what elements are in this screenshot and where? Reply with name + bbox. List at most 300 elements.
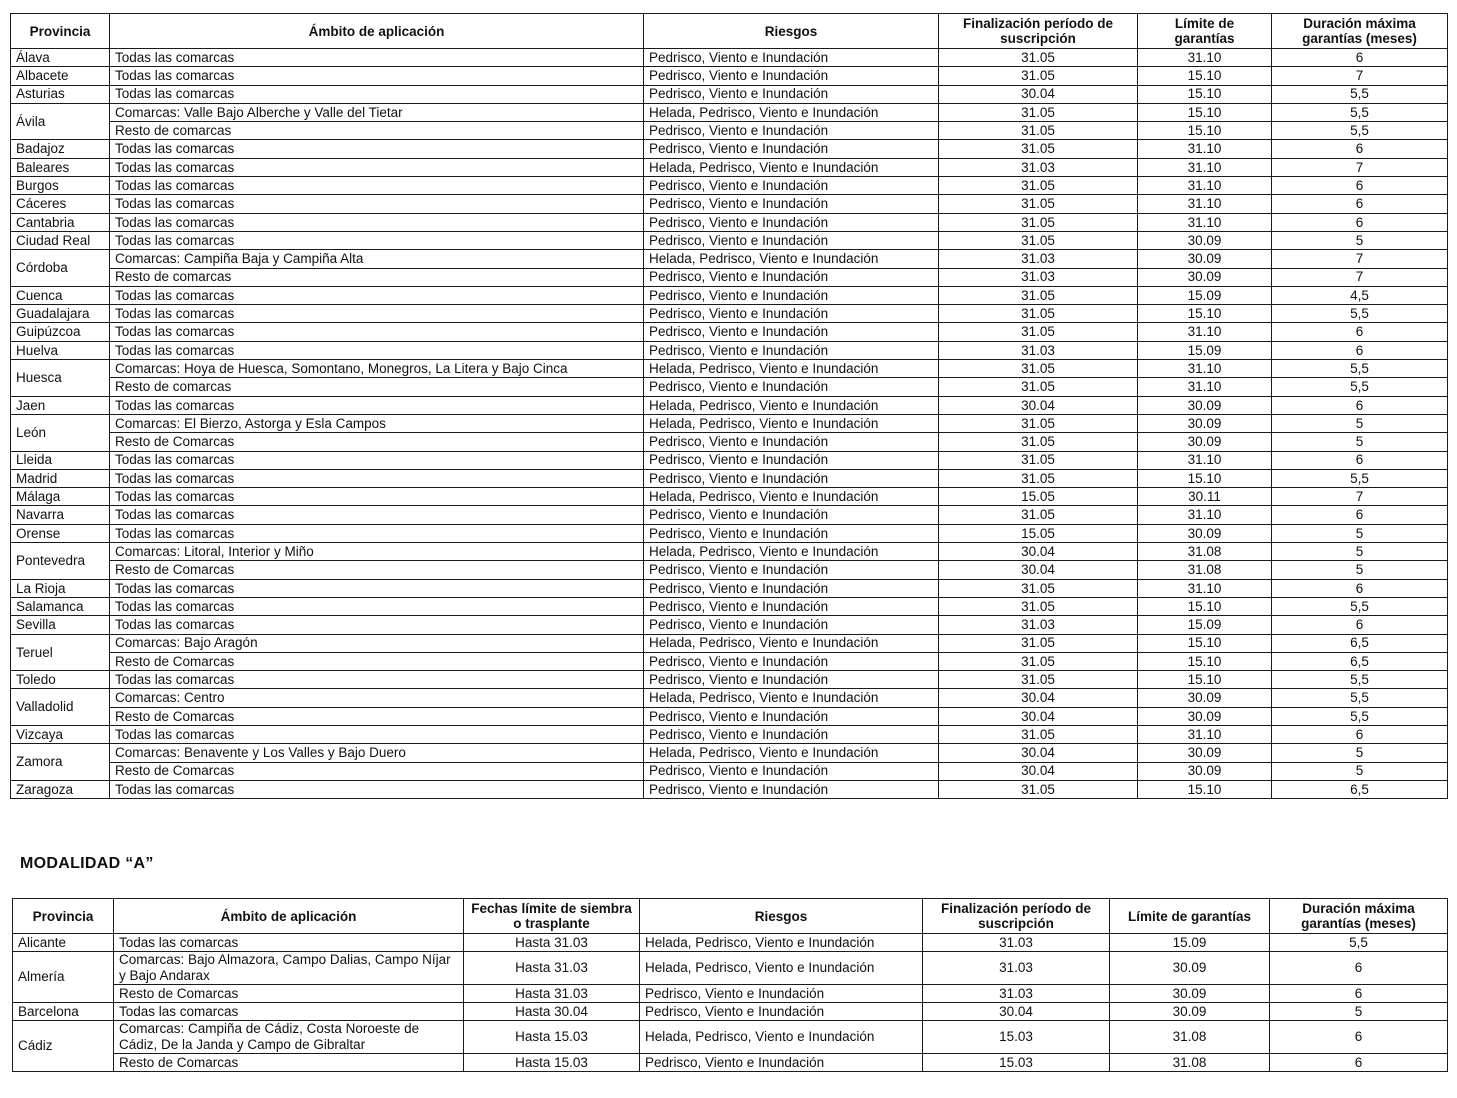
cell-provincia: Sevilla: [11, 616, 110, 634]
table-cell: 31.10: [1138, 506, 1272, 524]
table-row: [11, 414, 1448, 432]
header-ambito: Ámbito de aplicación: [114, 899, 464, 934]
table-cell: 31.05: [939, 103, 1138, 121]
table-cell: Resto de Comarcas: [110, 561, 644, 579]
table-cell: Pedrisco, Viento e Inundación: [644, 323, 939, 341]
header-limite: Límite de garantías: [1110, 899, 1270, 934]
table-row: [11, 634, 1448, 652]
table-cell: 15.10: [1138, 671, 1272, 689]
header-finalizacion: Finalización período de suscripción: [923, 899, 1110, 934]
table-cell: Pedrisco, Viento e Inundación: [644, 286, 939, 304]
table-cell: 15.10: [1138, 67, 1272, 85]
table-row: [13, 1003, 1448, 1021]
table-row: [11, 213, 1448, 231]
table-row: [11, 762, 1448, 780]
table-cell: 31.10: [1138, 323, 1272, 341]
table-cell: 31.03: [939, 616, 1138, 634]
table-cell: 7: [1272, 158, 1448, 176]
table-row: [11, 671, 1448, 689]
cell-provincia: Orense: [11, 524, 110, 542]
table-cell: Helada, Pedrisco, Viento e Inundación: [644, 250, 939, 268]
table-cell: 31.10: [1138, 195, 1272, 213]
table-cell: Hasta 31.03: [464, 985, 640, 1003]
table-cell: 6,5: [1272, 780, 1448, 798]
table-cell: Todas las comarcas: [110, 195, 644, 213]
table-cell: 15.10: [1138, 122, 1272, 140]
table-cell: 31.05: [939, 597, 1138, 615]
table-cell: 15.10: [1138, 597, 1272, 615]
table-cell: Pedrisco, Viento e Inundación: [644, 652, 939, 670]
table-row: [11, 725, 1448, 743]
table-cell: Resto de Comarcas: [110, 652, 644, 670]
table-cell: 30.04: [939, 85, 1138, 103]
table-cell: 5: [1272, 414, 1448, 432]
table-row: [11, 158, 1448, 176]
table-cell: 15.10: [1138, 652, 1272, 670]
table-cell: 15.09: [1110, 934, 1270, 952]
table-row: [11, 616, 1448, 634]
cell-provincia: Cáceres: [11, 195, 110, 213]
table-cell: Todas las comarcas: [110, 579, 644, 597]
cell-provincia: Lleida: [11, 451, 110, 469]
table-cell: Pedrisco, Viento e Inundación: [644, 597, 939, 615]
table-cell: Resto de comarcas: [110, 378, 644, 396]
table-cell: 30.09: [1110, 1003, 1270, 1021]
table-cell: 30.04: [939, 396, 1138, 414]
table-cell: 31.10: [1138, 158, 1272, 176]
table-cell: 6: [1272, 323, 1448, 341]
table-cell: 31.05: [939, 305, 1138, 323]
table-cell: 31.05: [939, 378, 1138, 396]
table-cell: Todas las comarcas: [110, 725, 644, 743]
section-heading: MODALIDAD “A”: [20, 855, 154, 872]
table-cell: 5: [1272, 744, 1448, 762]
table-row: [11, 597, 1448, 615]
table-cell: 30.09: [1138, 689, 1272, 707]
table-row: [11, 561, 1448, 579]
table-cell: 31.08: [1110, 1054, 1270, 1072]
coverage-table-main: [10, 13, 1448, 799]
cell-provincia: Ávila: [11, 103, 110, 140]
table-cell: 5,5: [1270, 934, 1448, 952]
table-cell: Pedrisco, Viento e Inundación: [644, 378, 939, 396]
table-cell: Hasta 15.03: [464, 1054, 640, 1072]
table-cell: 5,5: [1272, 378, 1448, 396]
table-cell: 6: [1272, 725, 1448, 743]
table-cell: 5: [1272, 433, 1448, 451]
table-cell: Todas las comarcas: [110, 488, 644, 506]
cell-provincia: Vizcaya: [11, 725, 110, 743]
table-row: [13, 1054, 1448, 1072]
table-cell: Pedrisco, Viento e Inundación: [644, 195, 939, 213]
table-cell: 15.10: [1138, 634, 1272, 652]
table-cell: Todas las comarcas: [110, 231, 644, 249]
table-cell: 6,5: [1272, 634, 1448, 652]
table-cell: Helada, Pedrisco, Viento e Inundación: [644, 103, 939, 121]
cell-provincia: Badajoz: [11, 140, 110, 158]
table-row: [11, 250, 1448, 268]
table-cell: 31.03: [939, 341, 1138, 359]
table-cell: Resto de Comarcas: [114, 1054, 464, 1072]
table-cell: 6: [1272, 341, 1448, 359]
table-row: [11, 652, 1448, 670]
table-cell: Todas las comarcas: [110, 158, 644, 176]
table-row: [13, 934, 1448, 952]
cell-provincia: Baleares: [11, 158, 110, 176]
cell-provincia: Albacete: [11, 67, 110, 85]
cell-provincia: Málaga: [11, 488, 110, 506]
table-cell: 31.10: [1138, 360, 1272, 378]
table-cell: Helada, Pedrisco, Viento e Inundación: [640, 1021, 923, 1054]
table-cell: 30.09: [1138, 231, 1272, 249]
table-cell: Comarcas: Centro: [110, 689, 644, 707]
table-cell: 6: [1270, 952, 1448, 985]
table-cell: 31.05: [939, 506, 1138, 524]
table-cell: 15.09: [1138, 341, 1272, 359]
table-cell: 31.05: [939, 414, 1138, 432]
table-row: [11, 103, 1448, 121]
table-cell: 5: [1270, 1003, 1448, 1021]
cell-provincia: Zaragoza: [11, 780, 110, 798]
table-cell: 31.03: [939, 158, 1138, 176]
table-cell: 6: [1270, 1054, 1448, 1072]
table-cell: 30.11: [1138, 488, 1272, 506]
table-cell: Resto de comarcas: [110, 268, 644, 286]
table-cell: 6: [1270, 985, 1448, 1003]
table-cell: Todas las comarcas: [110, 49, 644, 67]
table-cell: 31.05: [939, 67, 1138, 85]
table-cell: 31.05: [939, 451, 1138, 469]
table-cell: Comarcas: Valle Bajo Alberche y Valle del Tietar: [110, 103, 644, 121]
cell-provincia: Zamora: [11, 744, 110, 781]
table-cell: 31.05: [939, 469, 1138, 487]
cell-provincia: Guipúzcoa: [11, 323, 110, 341]
table-cell: Helada, Pedrisco, Viento e Inundación: [644, 158, 939, 176]
table-cell: 15.09: [1138, 616, 1272, 634]
table-cell: 15.03: [923, 1021, 1110, 1054]
table-cell: 31.05: [939, 231, 1138, 249]
header-limite: Límite de garantías: [1138, 14, 1272, 49]
table-row: [11, 195, 1448, 213]
table-cell: Comarcas: Bajo Aragón: [110, 634, 644, 652]
table-row: [11, 140, 1448, 158]
table-row: [11, 268, 1448, 286]
table-cell: 31.05: [939, 49, 1138, 67]
table-cell: Pedrisco, Viento e Inundación: [644, 524, 939, 542]
header-finalizacion: Finalización período de suscripción: [939, 14, 1138, 49]
cell-provincia: Jaen: [11, 396, 110, 414]
table-cell: Pedrisco, Viento e Inundación: [644, 49, 939, 67]
table-cell: Todas las comarcas: [110, 341, 644, 359]
table-cell: Resto de Comarcas: [110, 707, 644, 725]
table-row: [11, 286, 1448, 304]
table-cell: 31.05: [939, 195, 1138, 213]
table-cell: Pedrisco, Viento e Inundación: [644, 780, 939, 798]
header-riesgos: Riesgos: [644, 14, 939, 49]
table-cell: 5: [1272, 543, 1448, 561]
table-cell: 30.09: [1138, 433, 1272, 451]
table-cell: Todas las comarcas: [110, 469, 644, 487]
table-cell: Pedrisco, Viento e Inundación: [644, 762, 939, 780]
table-cell: Pedrisco, Viento e Inundación: [644, 451, 939, 469]
coverage-table-modalidad-a: [12, 898, 1448, 1072]
table-cell: Helada, Pedrisco, Viento e Inundación: [640, 952, 923, 985]
cell-provincia: Asturias: [11, 85, 110, 103]
cell-provincia: Pontevedra: [11, 543, 110, 580]
table-cell: Pedrisco, Viento e Inundación: [644, 213, 939, 231]
table-cell: 31.08: [1110, 1021, 1270, 1054]
table-cell: 6: [1272, 177, 1448, 195]
table-cell: 30.09: [1138, 524, 1272, 542]
table-cell: Comarcas: Benavente y Los Valles y Bajo Duero: [110, 744, 644, 762]
table-cell: 31.05: [939, 177, 1138, 195]
cell-provincia: Madrid: [11, 469, 110, 487]
table-cell: 30.09: [1138, 414, 1272, 432]
table-cell: 30.04: [939, 762, 1138, 780]
table-cell: 30.04: [923, 1003, 1110, 1021]
table-cell: 31.05: [939, 725, 1138, 743]
table-cell: Pedrisco, Viento e Inundación: [644, 140, 939, 158]
header-fechas-limite: Fechas límite de siembra o trasplante: [464, 899, 640, 934]
table-cell: Comarcas: Bajo Almazora, Campo Dalias, Campo Níjar y Bajo Andarax: [114, 952, 464, 985]
cell-provincia: Valladolid: [11, 689, 110, 726]
table-cell: 5,5: [1272, 597, 1448, 615]
table-cell: Pedrisco, Viento e Inundación: [644, 725, 939, 743]
table-cell: 31.08: [1138, 561, 1272, 579]
table-row: [13, 1021, 1448, 1054]
table-row: [11, 780, 1448, 798]
table-cell: Pedrisco, Viento e Inundación: [644, 231, 939, 249]
table-header-row: [11, 14, 1448, 49]
table-row: [13, 985, 1448, 1003]
table-body: [13, 934, 1448, 1072]
table-row: [11, 49, 1448, 67]
cell-provincia: Teruel: [11, 634, 110, 671]
table-cell: 30.09: [1138, 762, 1272, 780]
table-cell: Helada, Pedrisco, Viento e Inundación: [644, 634, 939, 652]
table-cell: 30.09: [1138, 250, 1272, 268]
table-row: [11, 579, 1448, 597]
table-row: [11, 396, 1448, 414]
table-cell: 31.10: [1138, 378, 1272, 396]
table-cell: Todas las comarcas: [110, 140, 644, 158]
table-cell: Pedrisco, Viento e Inundación: [644, 433, 939, 451]
table-row: [11, 744, 1448, 762]
table-cell: 5,5: [1272, 305, 1448, 323]
table-row: [11, 323, 1448, 341]
table-cell: 30.09: [1138, 396, 1272, 414]
table-cell: 15.10: [1138, 780, 1272, 798]
table-cell: 31.05: [939, 780, 1138, 798]
table-row: [11, 177, 1448, 195]
header-duracion: Duración máxima garantías (meses): [1270, 899, 1448, 934]
table-cell: 31.05: [939, 579, 1138, 597]
table-cell: Comarcas: Campiña Baja y Campiña Alta: [110, 250, 644, 268]
cell-provincia: Alicante: [13, 934, 114, 952]
table-cell: Pedrisco, Viento e Inundación: [644, 268, 939, 286]
table-cell: 31.05: [939, 671, 1138, 689]
table-cell: Pedrisco, Viento e Inundación: [644, 177, 939, 195]
table-cell: 5,5: [1272, 360, 1448, 378]
table-cell: 31.05: [939, 140, 1138, 158]
table-row: [11, 231, 1448, 249]
table-cell: 5: [1272, 231, 1448, 249]
table-cell: 5,5: [1272, 122, 1448, 140]
table-cell: 31.05: [939, 122, 1138, 140]
table-cell: Hasta 31.03: [464, 934, 640, 952]
table-row: [11, 506, 1448, 524]
table-cell: 4,5: [1272, 286, 1448, 304]
cell-provincia: Ciudad Real: [11, 231, 110, 249]
table-cell: Helada, Pedrisco, Viento e Inundación: [644, 488, 939, 506]
table-cell: 15.10: [1138, 469, 1272, 487]
table-cell: Hasta 15.03: [464, 1021, 640, 1054]
table-cell: Helada, Pedrisco, Viento e Inundación: [644, 360, 939, 378]
cell-provincia: Cantabria: [11, 213, 110, 231]
table-cell: Pedrisco, Viento e Inundación: [644, 122, 939, 140]
table-cell: 31.10: [1138, 213, 1272, 231]
table-cell: 31.05: [939, 360, 1138, 378]
table-cell: 31.05: [939, 323, 1138, 341]
table-row: [11, 689, 1448, 707]
table-cell: 15.09: [1138, 286, 1272, 304]
table-cell: Resto de Comarcas: [114, 985, 464, 1003]
table-body: [11, 49, 1448, 799]
table-cell: Resto de Comarcas: [110, 762, 644, 780]
table-row: [11, 378, 1448, 396]
table-cell: Helada, Pedrisco, Viento e Inundación: [644, 396, 939, 414]
table-cell: Todas las comarcas: [110, 451, 644, 469]
header-provincia: Provincia: [11, 14, 110, 49]
header-riesgos: Riesgos: [640, 899, 923, 934]
table-cell: 31.03: [923, 985, 1110, 1003]
table-cell: Pedrisco, Viento e Inundación: [644, 561, 939, 579]
table-row: [11, 433, 1448, 451]
table-cell: 15.05: [939, 488, 1138, 506]
cell-provincia: León: [11, 414, 110, 451]
table-cell: 5,5: [1272, 707, 1448, 725]
table-cell: Helada, Pedrisco, Viento e Inundación: [640, 934, 923, 952]
cell-provincia: Salamanca: [11, 597, 110, 615]
table-cell: 31.03: [939, 268, 1138, 286]
table-cell: Todas las comarcas: [110, 597, 644, 615]
cell-provincia: La Rioja: [11, 579, 110, 597]
table-cell: 31.05: [939, 652, 1138, 670]
table-cell: Pedrisco, Viento e Inundación: [644, 579, 939, 597]
table-cell: Todas las comarcas: [110, 286, 644, 304]
table-cell: 31.08: [1138, 543, 1272, 561]
cell-provincia: Huesca: [11, 360, 110, 397]
cell-provincia: Toledo: [11, 671, 110, 689]
table-cell: 7: [1272, 250, 1448, 268]
header-provincia: Provincia: [13, 899, 114, 934]
table-cell: 6: [1272, 49, 1448, 67]
table-cell: 7: [1272, 67, 1448, 85]
table-header-row: [13, 899, 1448, 934]
table-cell: Pedrisco, Viento e Inundación: [644, 305, 939, 323]
table-cell: 15.05: [939, 524, 1138, 542]
cell-provincia: Cádiz: [13, 1021, 114, 1072]
table-cell: 6: [1272, 140, 1448, 158]
table-cell: 6,5: [1272, 652, 1448, 670]
table-cell: 30.04: [939, 707, 1138, 725]
table-cell: Todas las comarcas: [110, 780, 644, 798]
table-cell: Comarcas: Hoya de Huesca, Somontano, Monegros, La Litera y Bajo Cinca: [110, 360, 644, 378]
table-cell: Comarcas: El Bierzo, Astorga y Esla Campos: [110, 414, 644, 432]
table-cell: Resto de comarcas: [110, 122, 644, 140]
cell-provincia: Córdoba: [11, 250, 110, 287]
table-cell: 31.05: [939, 286, 1138, 304]
table-cell: 6: [1272, 616, 1448, 634]
table-cell: Pedrisco, Viento e Inundación: [644, 341, 939, 359]
table-cell: 6: [1272, 579, 1448, 597]
table-cell: 5,5: [1272, 671, 1448, 689]
table-row: [13, 952, 1448, 985]
table-cell: Hasta 31.03: [464, 952, 640, 985]
table-cell: 5,5: [1272, 85, 1448, 103]
header-duracion: Duración máxima garantías (meses): [1272, 14, 1448, 49]
table-cell: 31.10: [1138, 451, 1272, 469]
table-cell: 30.09: [1110, 952, 1270, 985]
table-cell: 31.10: [1138, 725, 1272, 743]
cell-provincia: Cuenca: [11, 286, 110, 304]
table-cell: Todas las comarcas: [110, 85, 644, 103]
table-cell: 30.04: [939, 744, 1138, 762]
table-cell: 7: [1272, 268, 1448, 286]
table-cell: 31.10: [1138, 49, 1272, 67]
table-cell: Todas las comarcas: [110, 616, 644, 634]
table-cell: 7: [1272, 488, 1448, 506]
table-row: [11, 469, 1448, 487]
cell-provincia: Burgos: [11, 177, 110, 195]
table-cell: Comarcas: Litoral, Interior y Miño: [110, 543, 644, 561]
table-cell: Comarcas: Campiña de Cádiz, Costa Noroeste de Cádiz, De la Janda y Campo de Gibraltar: [114, 1021, 464, 1054]
table-row: [11, 524, 1448, 542]
table-cell: Pedrisco, Viento e Inundación: [644, 707, 939, 725]
table-cell: 31.05: [939, 433, 1138, 451]
table-row: [11, 488, 1448, 506]
cell-provincia: Álava: [11, 49, 110, 67]
table-cell: 5,5: [1272, 689, 1448, 707]
table-cell: 6: [1272, 195, 1448, 213]
table-cell: 15.10: [1138, 85, 1272, 103]
table-row: [11, 543, 1448, 561]
table-cell: 15.10: [1138, 305, 1272, 323]
table-cell: Todas las comarcas: [110, 323, 644, 341]
table-row: [11, 360, 1448, 378]
table-cell: Pedrisco, Viento e Inundación: [640, 1003, 923, 1021]
table-cell: 31.03: [923, 934, 1110, 952]
table-cell: Pedrisco, Viento e Inundación: [640, 985, 923, 1003]
table-row: [11, 305, 1448, 323]
table-cell: 5: [1272, 762, 1448, 780]
cell-provincia: Huelva: [11, 341, 110, 359]
table-cell: 30.09: [1138, 707, 1272, 725]
table-cell: 30.04: [939, 561, 1138, 579]
table-cell: Todas las comarcas: [110, 671, 644, 689]
table-cell: 5: [1272, 561, 1448, 579]
cell-provincia: Navarra: [11, 506, 110, 524]
table-cell: 31.10: [1138, 579, 1272, 597]
table-row: [11, 122, 1448, 140]
table-row: [11, 85, 1448, 103]
table-cell: Pedrisco, Viento e Inundación: [644, 67, 939, 85]
table-cell: Todas las comarcas: [110, 506, 644, 524]
table-cell: 30.09: [1138, 744, 1272, 762]
table-cell: 5,5: [1272, 103, 1448, 121]
table-cell: 31.03: [939, 250, 1138, 268]
table-cell: 31.05: [939, 634, 1138, 652]
